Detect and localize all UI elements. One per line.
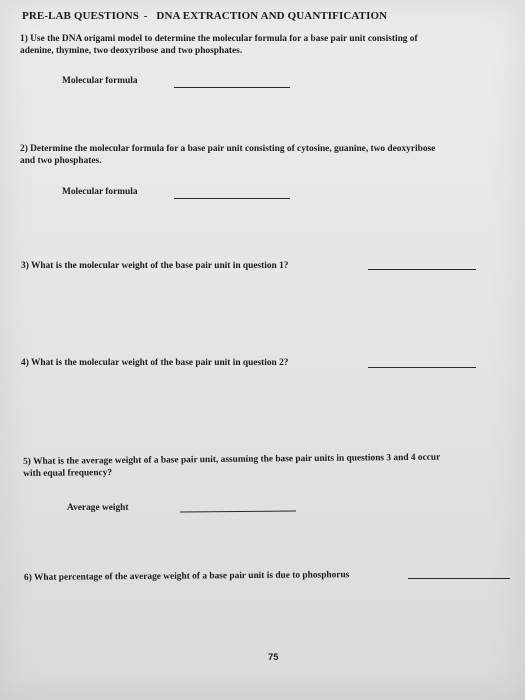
question-5: [23, 452, 518, 480]
question-2-number: 2): [20, 144, 28, 154]
title-right: DNA EXTRACTION AND QUANTIFICATION: [156, 10, 388, 22]
question-2-answer-label: Molecular formula: [62, 187, 138, 197]
question-6-answer-blank[interactable]: [408, 578, 510, 579]
question-4: [21, 358, 381, 370]
question-1: [20, 34, 510, 57]
question-1-answer-label: Molecular formula: [62, 76, 138, 86]
question-3: [21, 261, 381, 273]
question-6: [24, 570, 414, 585]
question-3-answer-blank[interactable]: [368, 269, 476, 270]
question-4-text: What is the molecular weight of the base pair unit in question 2?: [31, 358, 289, 368]
title-separator: -: [143, 10, 148, 22]
question-6-number: 6): [24, 572, 32, 583]
question-1-number: 1): [20, 34, 28, 44]
question-1-text: Use the DNA origami model to determine the molecular formula for a base pair unit consisting of adenine, thymine, two deoxyribose and two phosphates.: [20, 34, 418, 56]
question-3-text: What is the molecular weight of the base pair unit in question 1?: [31, 261, 289, 271]
question-2-text: Determine the molecular formula for a base pair unit consisting of cytosine, guanine, two deoxyribose and two phosphates.: [20, 144, 436, 166]
question-1-answer-blank[interactable]: [174, 87, 290, 88]
title-left: PRE-LAB QUESTIONS: [22, 10, 139, 22]
question-6-text: What percentage of the average weight of a base pair unit is due to phosphorus: [33, 570, 350, 583]
question-5-text: What is the average weight of a base pair unit, assuming the base pair units in questions 3 and 4 occur with equal frequency?: [23, 452, 441, 479]
page-title: [22, 10, 387, 22]
question-3-number: 3): [21, 261, 29, 271]
question-5-number: 5): [23, 456, 31, 467]
question-2: [20, 144, 515, 167]
question-5-answer-label: Average weight: [67, 503, 129, 513]
question-2-answer-blank[interactable]: [174, 198, 290, 199]
question-5-answer-blank[interactable]: [180, 510, 296, 512]
question-4-number: 4): [21, 358, 29, 368]
page-number: 75: [268, 652, 279, 663]
question-4-answer-blank[interactable]: [368, 367, 476, 368]
